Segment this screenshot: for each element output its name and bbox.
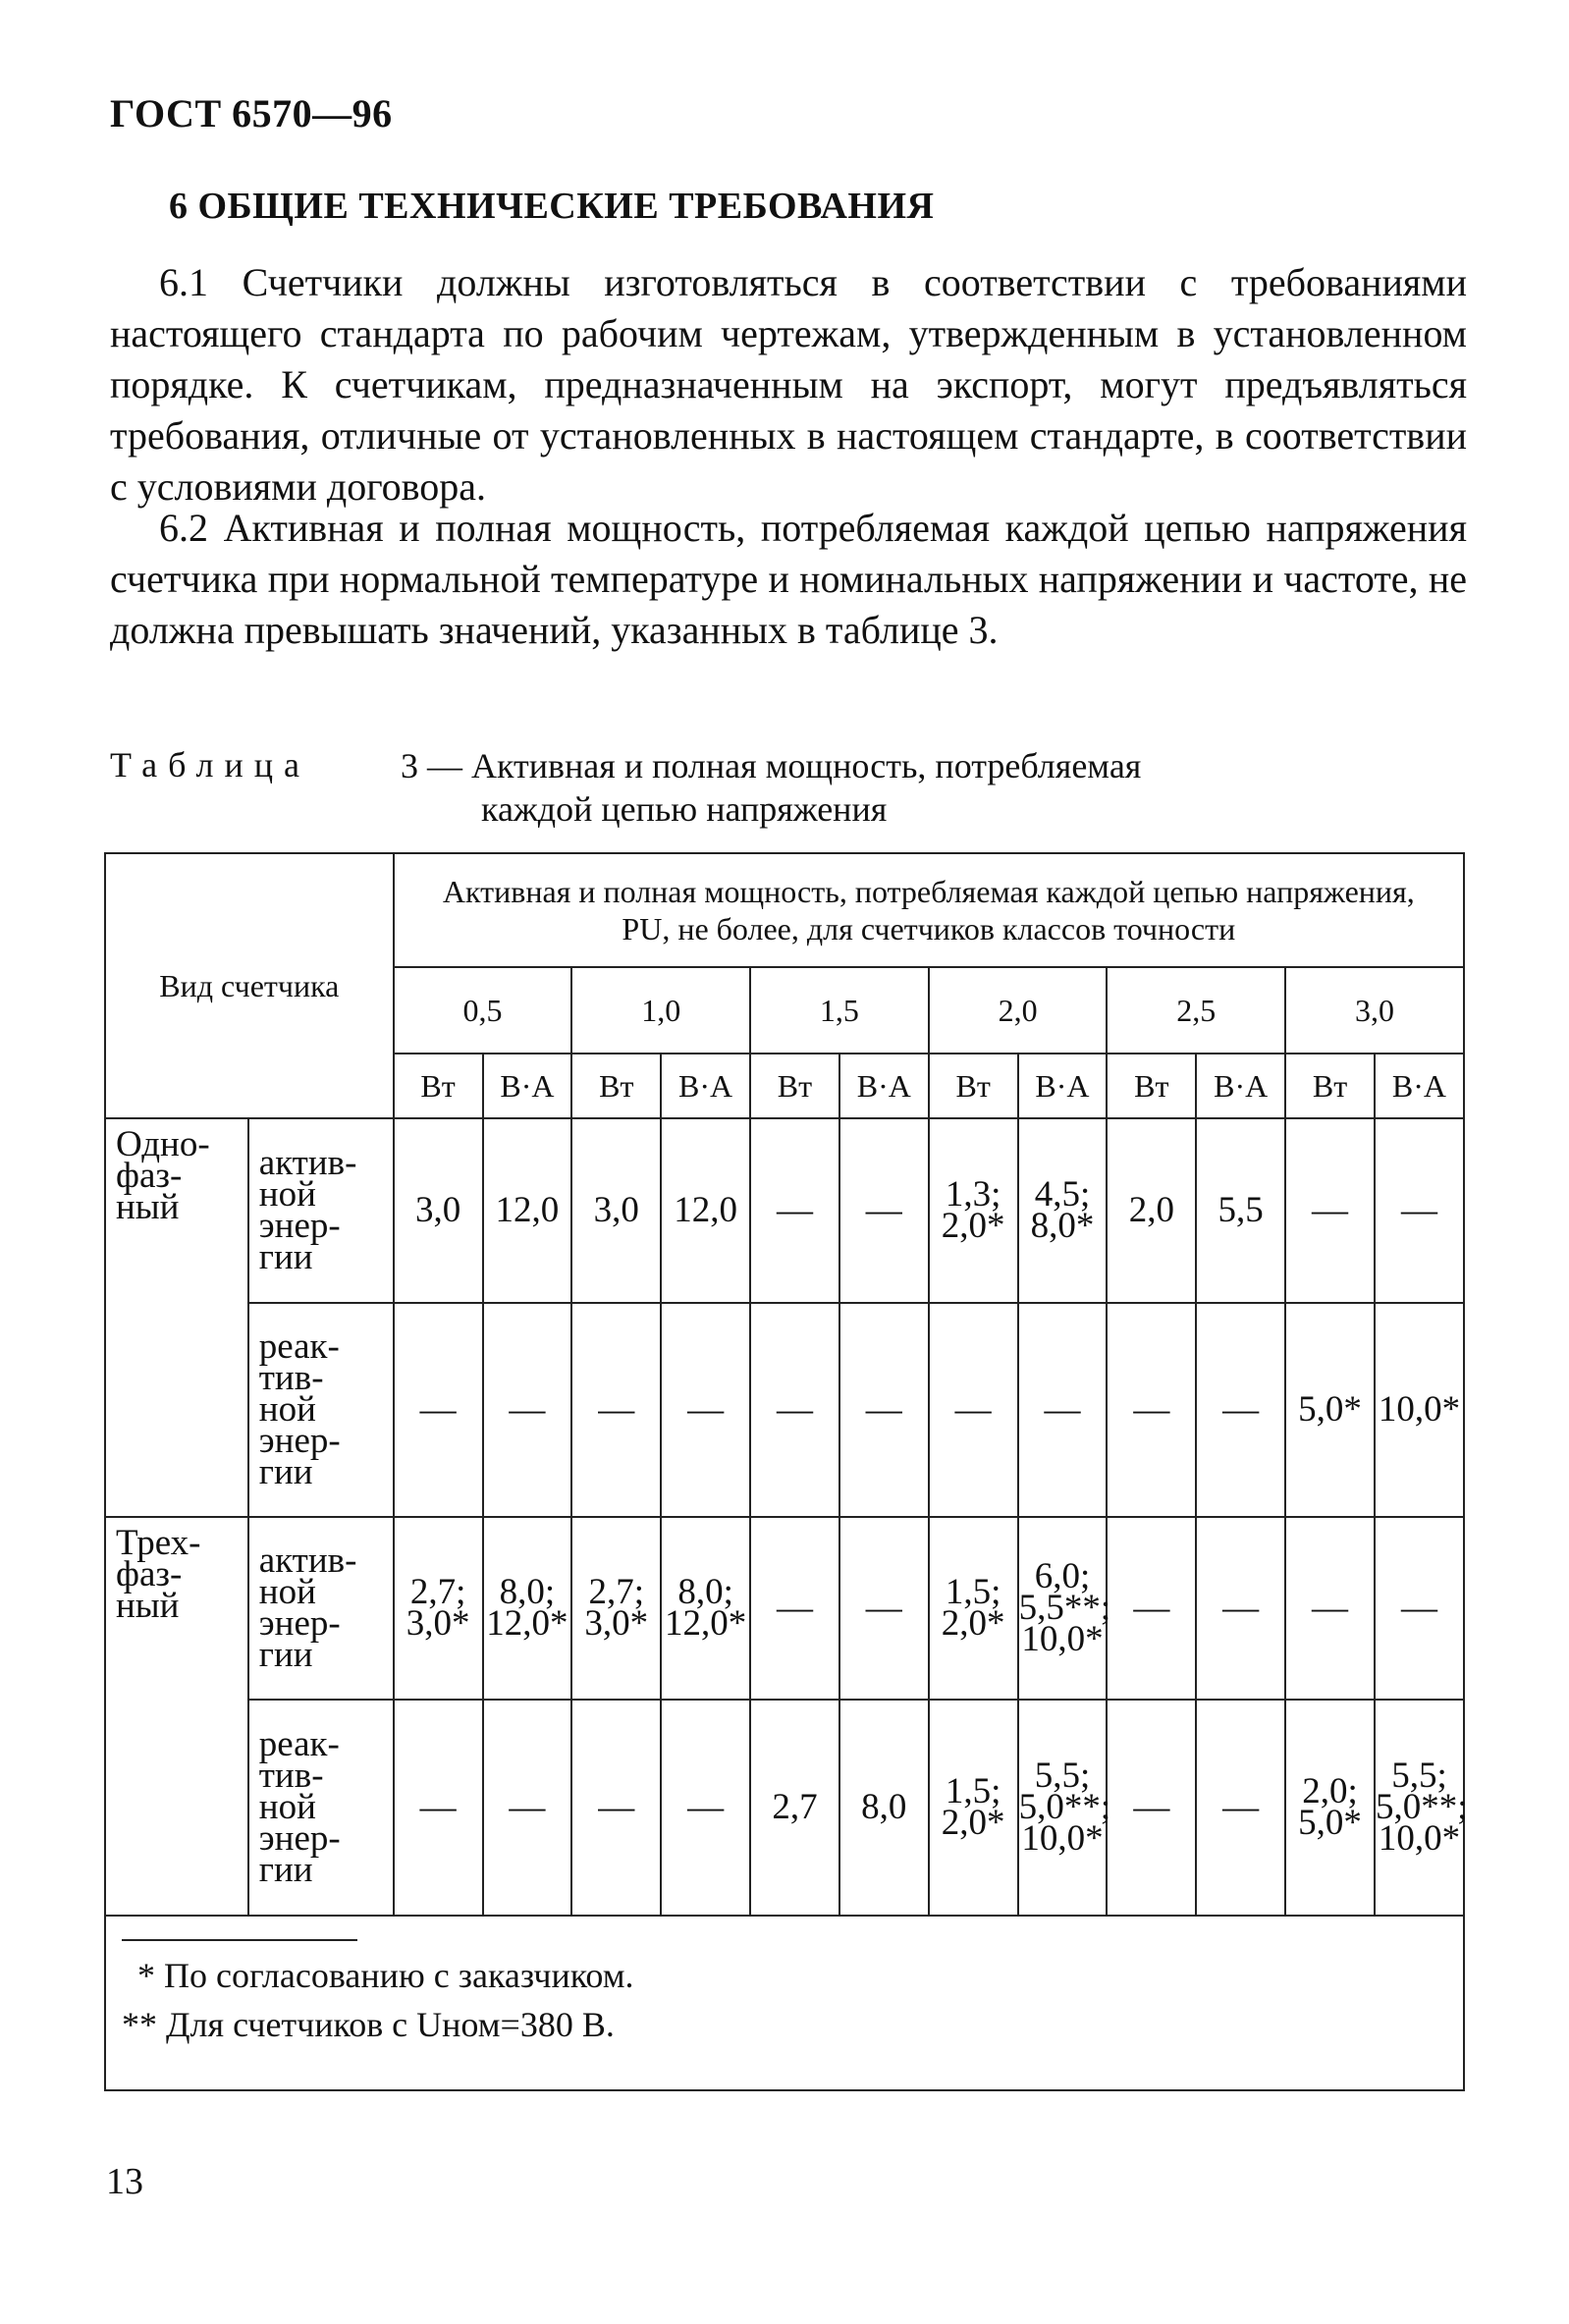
energy-type-text: актив- ной энер- гии bbox=[258, 1540, 357, 1675]
value-text: 1,5; 2,0* bbox=[941, 1572, 1005, 1644]
value-cell bbox=[1107, 1517, 1196, 1700]
value-cell bbox=[571, 1118, 661, 1303]
value-text: — bbox=[687, 1787, 725, 1827]
value-text: 8,0; 12,0* bbox=[664, 1572, 747, 1644]
meter-type-cell bbox=[105, 1517, 248, 1916]
table-row bbox=[105, 1700, 1464, 1916]
unit-header: Вт bbox=[1107, 1054, 1196, 1118]
value-cell bbox=[394, 1700, 483, 1916]
table-3 bbox=[104, 852, 1468, 1917]
value-text: — bbox=[1400, 1588, 1437, 1628]
value-cell bbox=[661, 1303, 750, 1517]
unit-header: Вт bbox=[929, 1054, 1018, 1118]
page-number: 13 bbox=[106, 2161, 143, 2202]
table-caption bbox=[401, 744, 1284, 831]
paragraph-6-1: 6.1 Счетчики должны изготовляться в соответствии с требованиями настоящего стандарта по рабочим чертежам, утвержденным в установленном порядке. К счетчикам, предназначенным на экспорт, могут предъявляться требования, отличные от установленных в настоящем стандарте, в соответствии с условиями договора. bbox=[110, 260, 1467, 509]
value-cell bbox=[1196, 1517, 1285, 1700]
value-cell bbox=[839, 1303, 929, 1517]
value-text: 5,0* bbox=[1298, 1389, 1362, 1430]
unit-header: В·А bbox=[1196, 1054, 1285, 1118]
value-cell bbox=[571, 1700, 661, 1916]
value-text: 2,0; 5,0* bbox=[1298, 1771, 1362, 1843]
value-cell bbox=[483, 1700, 572, 1916]
value-text: — bbox=[865, 1389, 902, 1430]
value-text: 1,5; 2,0* bbox=[941, 1771, 1005, 1843]
unit-header: В·А bbox=[483, 1054, 572, 1118]
corner-header-text: Вид счетчика bbox=[159, 968, 340, 1003]
value-text: 3,0 bbox=[414, 1190, 461, 1230]
value-cell bbox=[1018, 1517, 1111, 1700]
value-cell bbox=[750, 1303, 839, 1517]
value-cell bbox=[661, 1118, 750, 1303]
value-cell bbox=[1285, 1303, 1375, 1517]
table-caption-line-1: 3 — Активная и полная мощность, потребляемая bbox=[401, 746, 1142, 785]
paragraph-6-2: 6.2 Активная и полная мощность, потребляемая каждой цепью напряжения счетчика при нормальной температуре и номинальных напряжении и частоте, не должна превышать значений, указанных в таблице 3. bbox=[110, 506, 1467, 652]
table-caption-line-2: каждой цепью напряжения bbox=[481, 789, 888, 829]
value-text: 4,5; 8,0* bbox=[1030, 1174, 1095, 1246]
value-cell bbox=[750, 1118, 839, 1303]
value-text: — bbox=[1222, 1389, 1260, 1430]
value-text: 2,7 bbox=[772, 1787, 818, 1827]
value-text: 12,0 bbox=[495, 1190, 560, 1230]
value-cell bbox=[1018, 1118, 1108, 1303]
unit-header: В·А bbox=[1375, 1054, 1464, 1118]
footnote-2: ** Для счетчиков с Uном=380 В. bbox=[122, 2005, 615, 2044]
class-header: 3,0 bbox=[1285, 967, 1464, 1054]
unit-header: В·А bbox=[839, 1054, 929, 1118]
value-text: — bbox=[776, 1389, 813, 1430]
value-cell bbox=[750, 1700, 839, 1916]
class-header: 1,5 bbox=[750, 967, 929, 1054]
value-text: — bbox=[1222, 1787, 1260, 1827]
meter-type-text: Трех- фаз- ный bbox=[116, 1523, 201, 1626]
value-cell bbox=[929, 1118, 1018, 1303]
value-text: — bbox=[419, 1389, 457, 1430]
value-text: — bbox=[1133, 1588, 1170, 1628]
value-cell bbox=[1196, 1303, 1285, 1517]
table-row bbox=[105, 1517, 1464, 1700]
value-text: — bbox=[1312, 1588, 1349, 1628]
energy-type-text: реак- тив- ной энер- гии bbox=[258, 1326, 341, 1492]
value-text: — bbox=[419, 1787, 457, 1827]
value-cell bbox=[929, 1517, 1018, 1700]
value-cell bbox=[483, 1303, 572, 1517]
value-text: — bbox=[954, 1389, 992, 1430]
value-text: 2,0 bbox=[1128, 1190, 1174, 1230]
value-cell bbox=[571, 1517, 661, 1700]
unit-header: Вт bbox=[394, 1054, 483, 1118]
value-text: — bbox=[598, 1389, 635, 1430]
energy-type-text: актив- ной энер- гии bbox=[258, 1143, 357, 1277]
energy-type-cell bbox=[248, 1700, 394, 1916]
value-text: — bbox=[865, 1190, 902, 1230]
value-cell bbox=[394, 1517, 483, 1700]
value-cell bbox=[661, 1517, 750, 1700]
unit-header: Вт bbox=[571, 1054, 661, 1118]
value-text: — bbox=[1312, 1190, 1349, 1230]
value-text: — bbox=[776, 1190, 813, 1230]
value-text: — bbox=[509, 1389, 546, 1430]
energy-type-cell bbox=[248, 1517, 394, 1700]
value-cell bbox=[1107, 1700, 1196, 1916]
value-text: — bbox=[1222, 1588, 1260, 1628]
table-caption-label: Таблица bbox=[110, 745, 310, 784]
value-cell bbox=[1107, 1118, 1196, 1303]
value-cell bbox=[394, 1303, 483, 1517]
value-text: 10,0* bbox=[1378, 1389, 1461, 1430]
value-text: 6,0; 5,5**; 10,0* bbox=[1018, 1556, 1111, 1659]
value-text: 8,0 bbox=[861, 1787, 907, 1827]
value-text: — bbox=[865, 1588, 902, 1628]
class-header: 1,0 bbox=[571, 967, 750, 1054]
unit-header: В·А bbox=[1018, 1054, 1108, 1118]
unit-header: Вт bbox=[750, 1054, 839, 1118]
value-cell bbox=[1375, 1517, 1464, 1700]
meter-type-text: Одно- фаз- ный bbox=[116, 1124, 210, 1227]
value-cell bbox=[839, 1118, 929, 1303]
value-cell bbox=[1285, 1700, 1375, 1916]
value-text: — bbox=[509, 1787, 546, 1827]
section-title: 6 ОБЩИЕ ТЕХНИЧЕСКИЕ ТРЕБОВАНИЯ bbox=[169, 186, 935, 227]
value-text: 5,5 bbox=[1217, 1190, 1264, 1230]
value-cell bbox=[839, 1517, 929, 1700]
value-text: 12,0 bbox=[674, 1190, 737, 1230]
value-cell bbox=[1375, 1118, 1464, 1303]
value-cell bbox=[394, 1118, 483, 1303]
value-cell bbox=[661, 1700, 750, 1916]
class-header: 2,5 bbox=[1107, 967, 1285, 1054]
value-cell bbox=[839, 1700, 929, 1916]
value-cell bbox=[483, 1517, 572, 1700]
value-cell bbox=[1107, 1303, 1196, 1517]
value-cell bbox=[1018, 1303, 1108, 1517]
group-header: Активная и полная мощность, потребляемая каждой цепью напряжения, PU, не более, для счетчиков классов точности bbox=[394, 853, 1464, 967]
corner-header bbox=[105, 853, 394, 1118]
footnote-1: * По согласованию с заказчиком. bbox=[137, 1956, 634, 1995]
value-cell bbox=[1196, 1700, 1285, 1916]
value-text: 5,5; 5,0**; 10,0* bbox=[1375, 1756, 1468, 1859]
value-cell bbox=[1375, 1303, 1464, 1517]
value-text: 2,7; 3,0* bbox=[584, 1572, 649, 1644]
footnote-divider bbox=[122, 1939, 357, 1941]
value-text: 3,0 bbox=[593, 1190, 639, 1230]
value-cell bbox=[1196, 1118, 1285, 1303]
value-text: 1,3; 2,0* bbox=[941, 1174, 1005, 1246]
energy-type-cell bbox=[248, 1118, 394, 1303]
value-text: — bbox=[776, 1588, 813, 1628]
value-text: — bbox=[1133, 1787, 1170, 1827]
value-cell bbox=[1285, 1517, 1375, 1700]
class-header: 2,0 bbox=[929, 967, 1108, 1054]
class-header: 0,5 bbox=[394, 967, 572, 1054]
document-header: ГОСТ 6570—96 bbox=[110, 91, 393, 135]
table-row bbox=[105, 1303, 1464, 1517]
value-text: — bbox=[598, 1787, 635, 1827]
value-cell bbox=[1375, 1700, 1468, 1916]
value-text: — bbox=[1044, 1389, 1081, 1430]
value-text: — bbox=[687, 1389, 725, 1430]
value-cell bbox=[571, 1303, 661, 1517]
value-cell bbox=[929, 1303, 1018, 1517]
value-cell bbox=[1285, 1118, 1375, 1303]
energy-type-text: реак- тив- ной энер- гии bbox=[258, 1724, 341, 1890]
value-text: — bbox=[1400, 1190, 1437, 1230]
value-cell bbox=[1018, 1700, 1111, 1916]
value-cell bbox=[750, 1517, 839, 1700]
value-text: — bbox=[1133, 1389, 1170, 1430]
unit-header: В·А bbox=[661, 1054, 750, 1118]
value-text: 5,5; 5,0**; 10,0* bbox=[1018, 1756, 1111, 1859]
unit-header: Вт bbox=[1285, 1054, 1375, 1118]
value-cell bbox=[929, 1700, 1018, 1916]
meter-type-cell bbox=[105, 1118, 248, 1517]
value-cell bbox=[483, 1118, 572, 1303]
value-text: 2,7; 3,0* bbox=[406, 1572, 470, 1644]
energy-type-cell bbox=[248, 1303, 394, 1517]
table-row bbox=[105, 1118, 1464, 1303]
value-text: 8,0; 12,0* bbox=[486, 1572, 568, 1644]
